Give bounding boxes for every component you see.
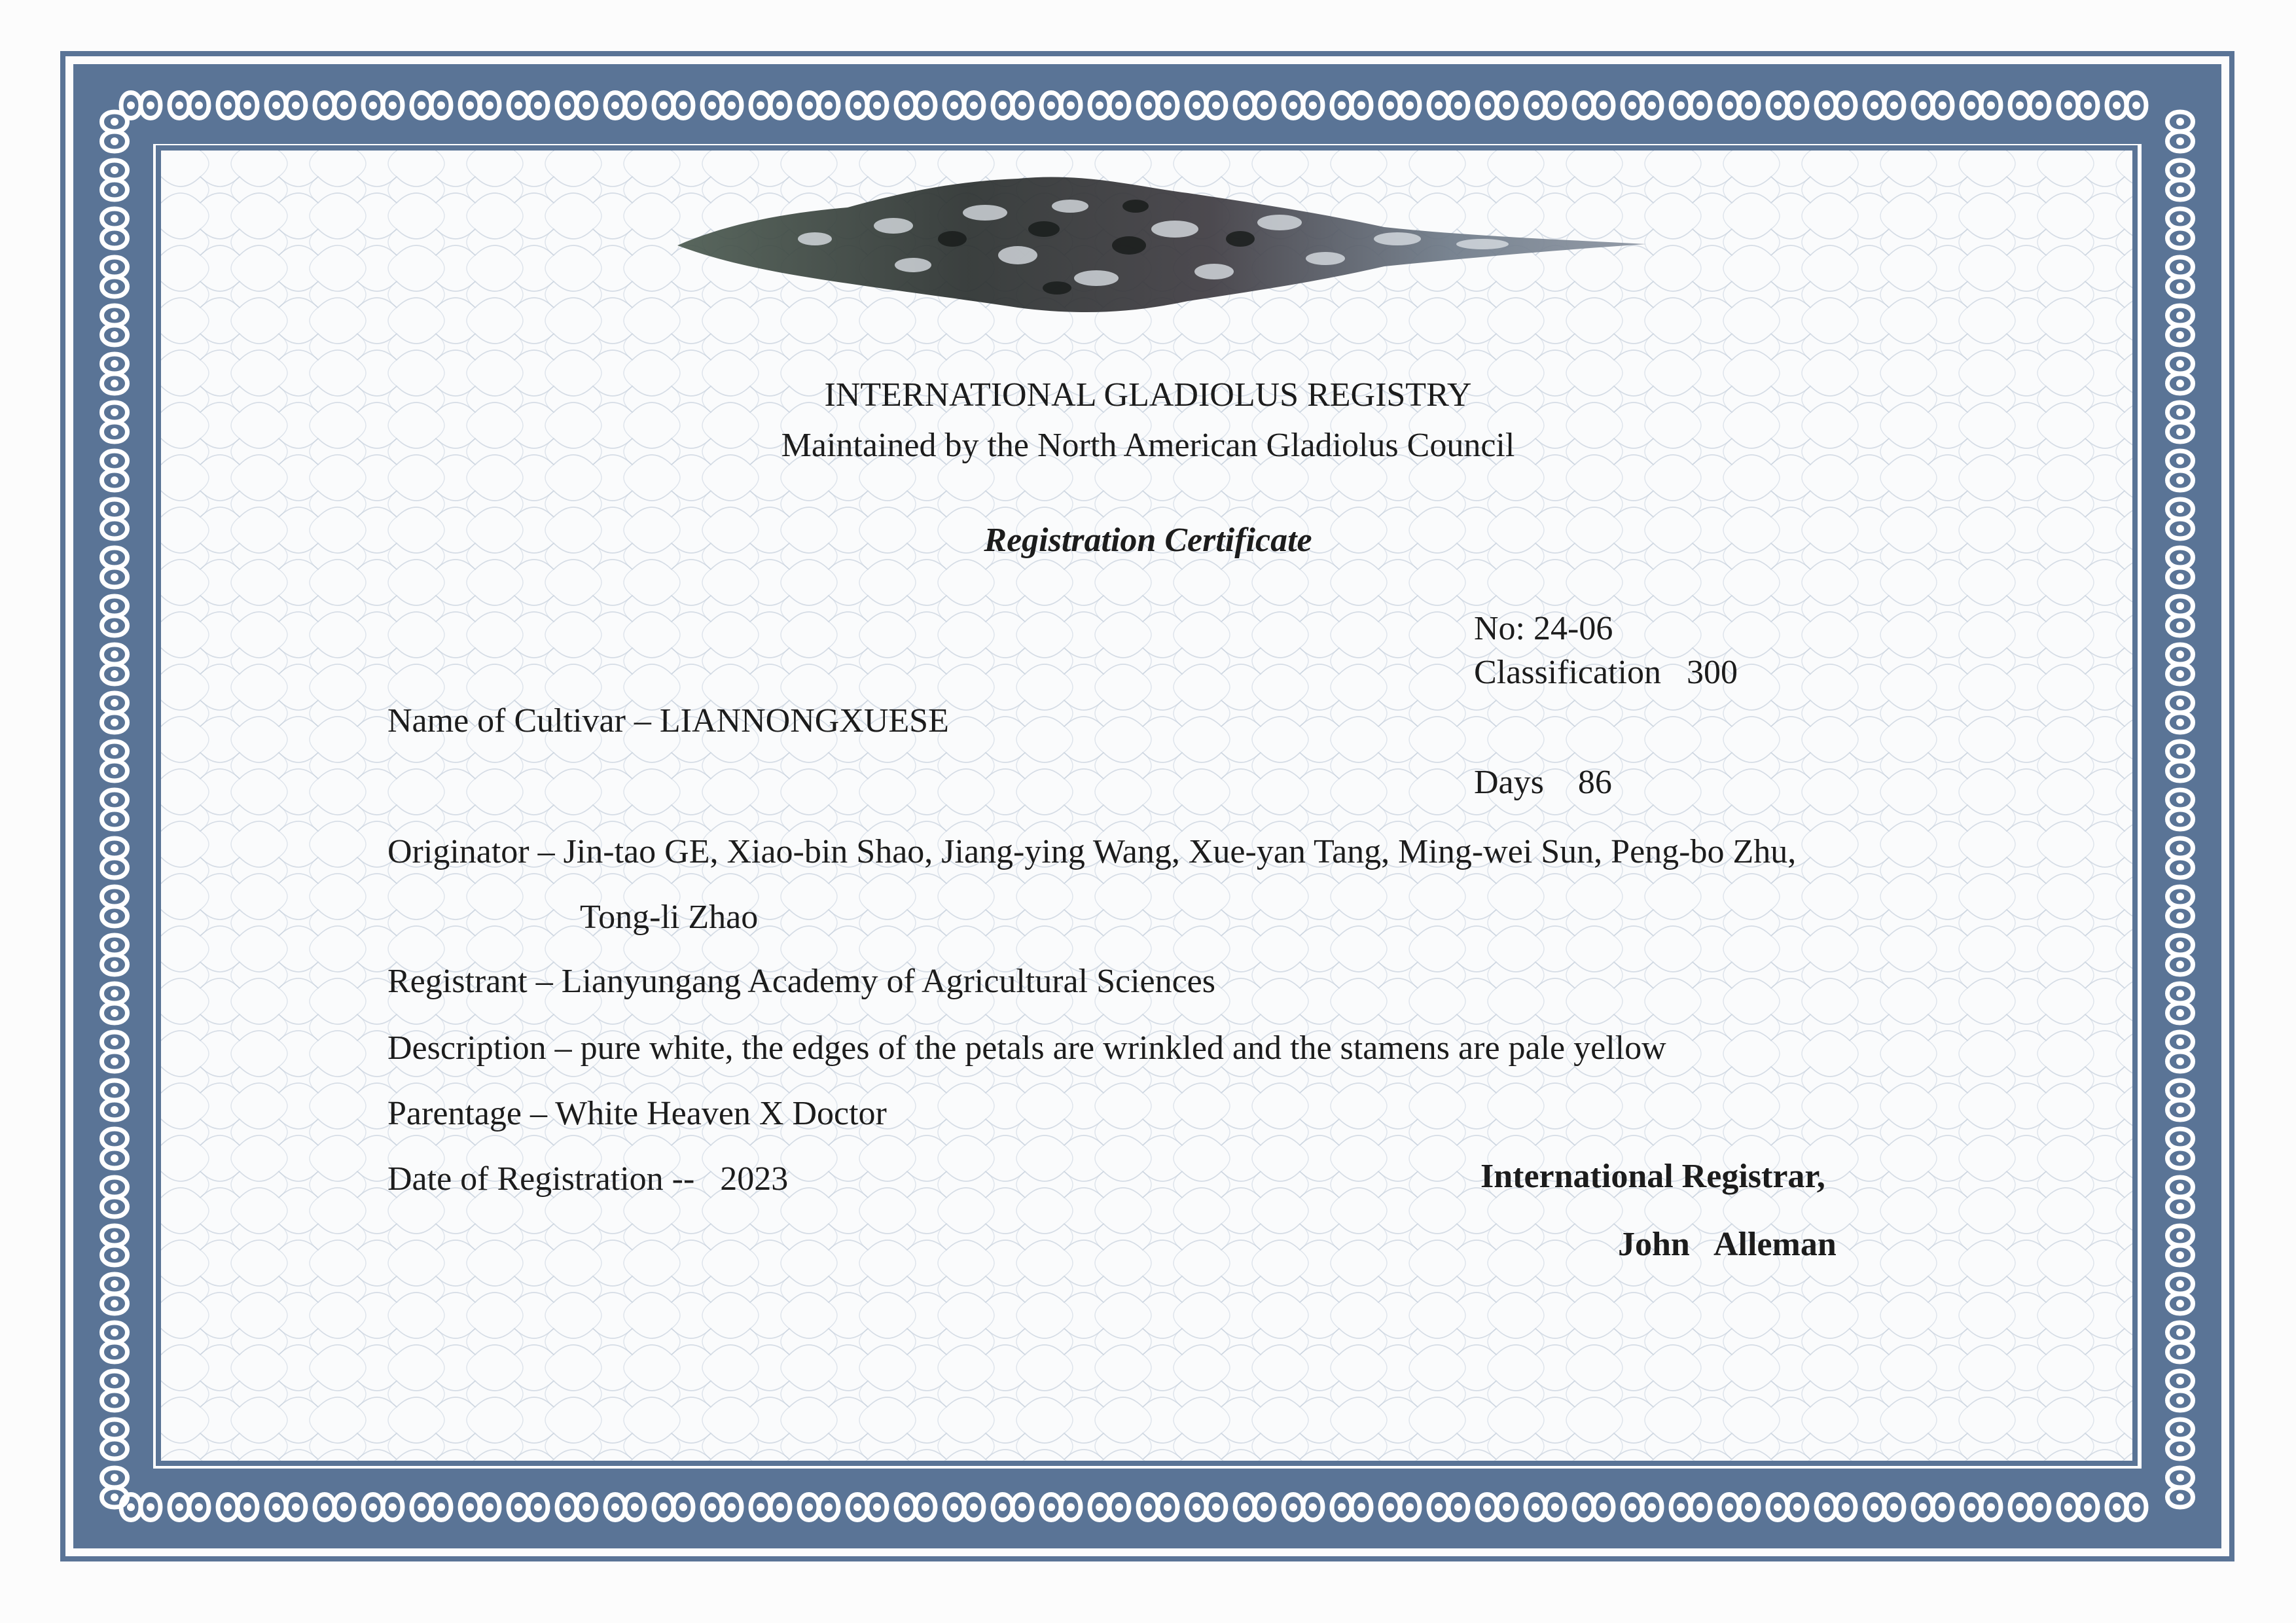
certificate-title: Registration Certificate xyxy=(984,522,1312,559)
classification-value: 300 xyxy=(1686,654,1738,691)
registrar-role: International Registrar, xyxy=(1480,1158,1825,1195)
date-field xyxy=(387,1162,788,1196)
date-value: 2023 xyxy=(720,1160,789,1198)
originator-line-1: Jin-tao GE, Xiao-bin Shao, Jiang-ying Wang, Xue-yan Tang, Ming-wei Sun, Peng-bo Zhu, xyxy=(563,833,1797,870)
cultivar-label: Name of Cultivar – xyxy=(387,702,651,740)
date-label: Date of Registration -- xyxy=(387,1160,695,1198)
cultivar-field xyxy=(387,704,949,738)
registrant-field xyxy=(387,965,1215,999)
registry-heading: INTERNATIONAL GLADIOLUS REGISTRY xyxy=(824,376,1472,414)
guilloche-background-pattern xyxy=(161,151,2132,1461)
parentage-field xyxy=(387,1097,887,1131)
registrant-label: Registrant – xyxy=(387,963,553,1000)
cultivar-value: LIANNONGXUESE xyxy=(659,702,949,740)
description-field xyxy=(387,1031,1666,1065)
registrant-value: Lianyungang Academy of Agricultural Sciences xyxy=(561,963,1215,1000)
parentage-value: White Heaven X Doctor xyxy=(555,1095,887,1132)
parentage-label: Parentage – xyxy=(387,1095,548,1132)
originator-line-2: Tong-li Zhao xyxy=(580,899,759,936)
days-field xyxy=(1474,766,1612,800)
inner-border-frame xyxy=(156,145,2138,1466)
number-value: 24-06 xyxy=(1534,610,1613,647)
days-label: Days xyxy=(1474,764,1544,801)
gladiolus-emblem-icon xyxy=(677,167,1646,317)
days-value: 86 xyxy=(1577,764,1612,801)
maintained-by-line: Maintained by the North American Gladiolus Council xyxy=(781,427,1515,464)
description-value: pure white, the edges of the petals are wrinkled and the stamens are pale yellow xyxy=(580,1029,1666,1067)
number-field xyxy=(1474,612,1613,646)
originator-field xyxy=(387,835,1796,869)
originator-label: Originator – xyxy=(387,833,555,870)
description-label: Description – xyxy=(387,1029,572,1067)
number-label: No: xyxy=(1474,610,1525,647)
classification-field xyxy=(1474,656,1738,690)
classification-label: Classification xyxy=(1474,654,1661,691)
registrar-name: John Alleman xyxy=(1618,1226,1837,1263)
